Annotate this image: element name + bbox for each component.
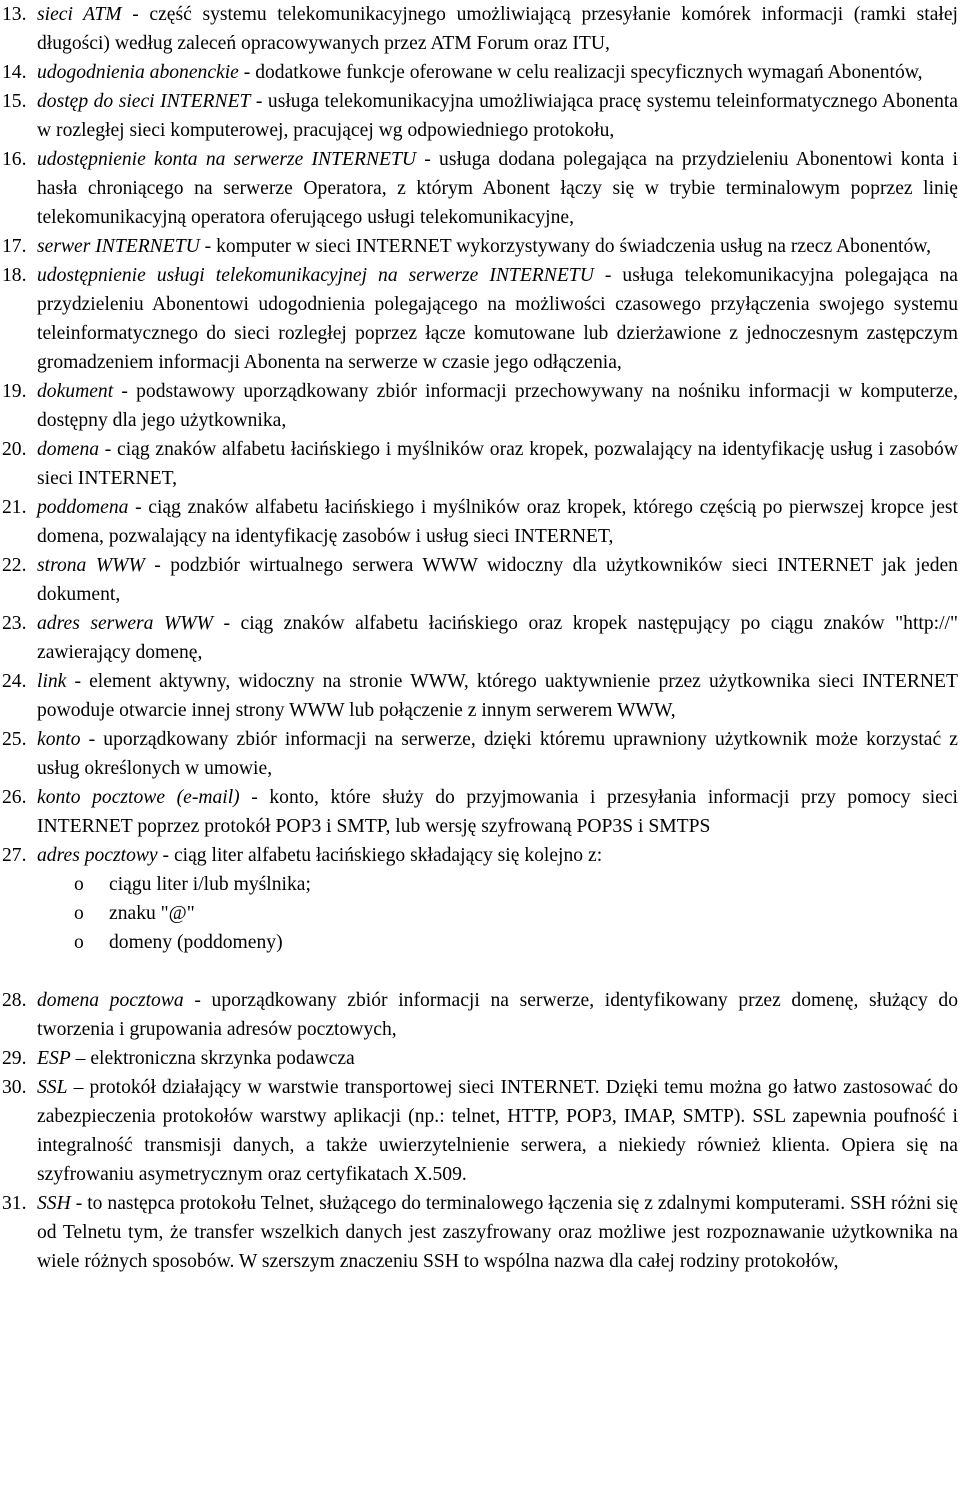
definition-item bbox=[2, 725, 958, 783]
sub-item-text: ciągu liter i/lub myślnika; bbox=[109, 874, 311, 895]
defined-term: adres serwera WWW bbox=[37, 613, 213, 634]
definition-item bbox=[2, 609, 958, 667]
definition-item bbox=[2, 551, 958, 609]
defined-term: SSL bbox=[37, 1077, 68, 1098]
definition-body: - część systemu telekomunikacyjnego umożliwiającą przesyłanie komórek informacji (ramki stałej długości) według zaleceń opracowywanych przez ATM Forum oraz ITU, bbox=[37, 4, 958, 54]
bullet-marker: o bbox=[74, 874, 84, 895]
defined-term: domena pocztowa bbox=[37, 990, 184, 1011]
item-number: 27. bbox=[2, 845, 27, 866]
definition-body: - to następca protokołu Telnet, służącego do terminalowego łączenia się z zdalnymi komputerami. SSH różni się od Telnetu tym, że transfer wszelkich danych jest zaszyfrowany oraz możliwe jest rozpoznawanie użytkownika na wiele różnych sposobów. W szerszym znaczeniu SSH to wspólna nazwa dla całej rodziny protokołów, bbox=[37, 1193, 958, 1272]
definition-item bbox=[2, 841, 958, 986]
definition-item bbox=[2, 783, 958, 841]
definition-text bbox=[37, 0, 958, 58]
definition-item bbox=[2, 1044, 958, 1073]
item-number: 24. bbox=[2, 671, 27, 692]
definition-body: - usługa dodana polegająca na przydzieleniu Abonentowi konta i hasła chroniącego na serwerze Operatora, z którym Abonent łączy się w trybie terminalowym poprzez linię telekomunikacyjną operatora oferującego usługi telekomunikacyjne, bbox=[37, 149, 959, 228]
definition-text bbox=[37, 145, 958, 232]
defined-term: udostępnienie usługi telekomunikacyjnej na serwerze INTERNETU bbox=[37, 265, 594, 286]
definition-text bbox=[37, 1189, 958, 1276]
item-number: 14. bbox=[2, 62, 27, 83]
definition-body: - ciąg liter alfabetu łacińskiego składający się kolejno z: bbox=[157, 845, 603, 866]
item-number: 23. bbox=[2, 613, 27, 634]
definition-item bbox=[2, 667, 958, 725]
definition-body: – elektroniczna skrzynka podawcza bbox=[70, 1048, 355, 1069]
bullet-marker: o bbox=[74, 903, 84, 924]
item-number: 31. bbox=[2, 1193, 27, 1214]
sub-list-item bbox=[74, 870, 958, 899]
definition-item bbox=[2, 145, 958, 232]
definition-item bbox=[2, 1189, 958, 1276]
definition-item bbox=[2, 493, 958, 551]
defined-term: udostępnienie konta na serwerze INTERNETU bbox=[37, 149, 417, 170]
item-number: 28. bbox=[2, 990, 27, 1011]
definition-body: - ciąg znaków alfabetu łacińskiego i myślników oraz kropek, pozwalający na identyfikację usług i zasobów sieci INTERNET, bbox=[37, 439, 958, 489]
defined-term: dokument bbox=[37, 381, 114, 402]
defined-term: ESP bbox=[37, 1048, 71, 1069]
definition-body: - usługa telekomunikacyjna umożliwiająca pracę systemu teleinformatycznego Abonenta w rozległej sieci komputerowej, pracującej wg odpowiedniego protokołu, bbox=[37, 91, 958, 141]
definition-text bbox=[37, 232, 958, 261]
definition-item bbox=[2, 261, 958, 377]
definition-body: - podstawowy uporządkowany zbiór informacji przechowywany na nośniku informacji w komputerze, dostępny dla jego użytkownika, bbox=[37, 381, 958, 431]
definition-body: - ciąg znaków alfabetu łacińskiego i myślników oraz kropek, którego częścią po pierwszej kropce jest domena, pozwalający na identyfikację zasobów i usług sieci INTERNET, bbox=[37, 497, 958, 547]
definition-text bbox=[37, 377, 958, 435]
definition-text bbox=[37, 841, 958, 870]
item-number: 30. bbox=[2, 1077, 27, 1098]
sub-list bbox=[37, 870, 958, 957]
sub-item-text: znaku "@" bbox=[109, 903, 195, 924]
defined-term: poddomena bbox=[37, 497, 129, 518]
definition-item bbox=[2, 87, 958, 145]
definition-item bbox=[2, 232, 958, 261]
definition-body: - element aktywny, widoczny na stronie WWW, którego uaktywnienie przez użytkownika sieci INTERNET powoduje otwarcie innej strony WWW lub połączenie z innym serwerem WWW, bbox=[37, 671, 958, 721]
item-number: 16. bbox=[2, 149, 27, 170]
defined-term: strona WWW bbox=[37, 555, 145, 576]
defined-term: udogodnienia abonenckie bbox=[37, 62, 239, 83]
defined-term: sieci ATM bbox=[37, 4, 122, 25]
definition-item bbox=[2, 435, 958, 493]
definition-text bbox=[37, 609, 958, 667]
item-number: 17. bbox=[2, 236, 27, 257]
defined-term: link bbox=[37, 671, 67, 692]
definition-item bbox=[2, 986, 958, 1044]
definition-text bbox=[37, 435, 958, 493]
item-number: 29. bbox=[2, 1048, 27, 1069]
definition-text bbox=[37, 725, 958, 783]
definition-text bbox=[37, 1073, 958, 1189]
definition-text bbox=[37, 783, 958, 841]
definition-body: - komputer w sieci INTERNET wykorzystywany do świadczenia usług na rzecz Abonentów, bbox=[199, 236, 932, 257]
item-number: 13. bbox=[2, 4, 27, 25]
definition-text bbox=[37, 551, 958, 609]
definition-text bbox=[37, 667, 958, 725]
defined-term: konto pocztowe (e-mail) bbox=[37, 787, 240, 808]
item-number: 20. bbox=[2, 439, 27, 460]
spacer bbox=[37, 957, 958, 986]
item-number: 22. bbox=[2, 555, 27, 576]
defined-term: konto bbox=[37, 729, 81, 750]
definition-body: - usługa telekomunikacyjna polegająca na przydzieleniu Abonentowi udogodnienia polegającego na możliwości czasowego przyłączenia swojego systemu teleinformatycznego do sieci rozległej poprzez łącze komutowane lub dzierżawione z jednoczesnym zastępczym gromadzeniem informacji Abonenta na serwerze w czasie jego odłączenia, bbox=[37, 265, 958, 373]
definition-item bbox=[2, 58, 958, 87]
defined-term: adres pocztowy bbox=[37, 845, 158, 866]
definition-text bbox=[37, 986, 958, 1044]
defined-term: serwer INTERNETU bbox=[37, 236, 200, 257]
definition-text bbox=[37, 1044, 958, 1073]
definition-text bbox=[37, 58, 958, 87]
definition-body: - konto, które służy do przyjmowania i przesyłania informacji przy pomocy sieci INTERNET poprzez protokół POP3 i SMTP, lub wersję szyfrowaną POP3S i SMTPS bbox=[37, 787, 958, 837]
definition-text bbox=[37, 87, 958, 145]
definition-item bbox=[2, 377, 958, 435]
definition-text bbox=[37, 261, 958, 377]
defined-term: dostęp do sieci INTERNET bbox=[37, 91, 251, 112]
definition-body: - uporządkowany zbiór informacji na serwerze, identyfikowany przez domenę, służący do tworzenia i grupowania adresów pocztowych, bbox=[37, 990, 958, 1040]
sub-item-text: domeny (poddomeny) bbox=[109, 932, 283, 953]
definition-text bbox=[37, 493, 958, 551]
definition-body: - uporządkowany zbiór informacji na serwerze, dzięki któremu uprawniony użytkownik może korzystać z usług określonych w umowie, bbox=[37, 729, 958, 779]
definition-body: - ciąg znaków alfabetu łacińskiego oraz kropek następujący po ciągu znaków "http://" zawierający domenę, bbox=[37, 613, 958, 663]
item-number: 15. bbox=[2, 91, 27, 112]
defined-term: SSH bbox=[37, 1193, 71, 1214]
bullet-marker: o bbox=[74, 932, 84, 953]
sub-list-item bbox=[74, 899, 958, 928]
definition-item bbox=[2, 1073, 958, 1189]
sub-list-item bbox=[74, 928, 958, 957]
definition-body: – protokół działający w warstwie transportowej sieci INTERNET. Dzięki temu można go łatwo zastosować do zabezpieczenia protokołów warstwy aplikacji (np.: telnet, HTTP, POP3, IMAP, SMTP). SSL zapewnia poufność i integralność transmisji danych, a także uwierzytelnienie serwera, a niekiedy również klienta. Opiera się na szyfrowaniu asymetrycznym oraz certyfikatach X.509. bbox=[37, 1077, 958, 1185]
item-number: 26. bbox=[2, 787, 27, 808]
definition-body: - dodatkowe funkcje oferowane w celu realizacji specyficznych wymagań Abonentów, bbox=[238, 62, 923, 83]
item-number: 19. bbox=[2, 381, 27, 402]
definition-body: - podzbiór wirtualnego serwera WWW widoczny dla użytkowników sieci INTERNET jak jeden dokument, bbox=[37, 555, 958, 605]
item-number: 21. bbox=[2, 497, 27, 518]
item-number: 18. bbox=[2, 265, 27, 286]
definition-item bbox=[2, 0, 958, 58]
item-number: 25. bbox=[2, 729, 27, 750]
defined-term: domena bbox=[37, 439, 100, 460]
